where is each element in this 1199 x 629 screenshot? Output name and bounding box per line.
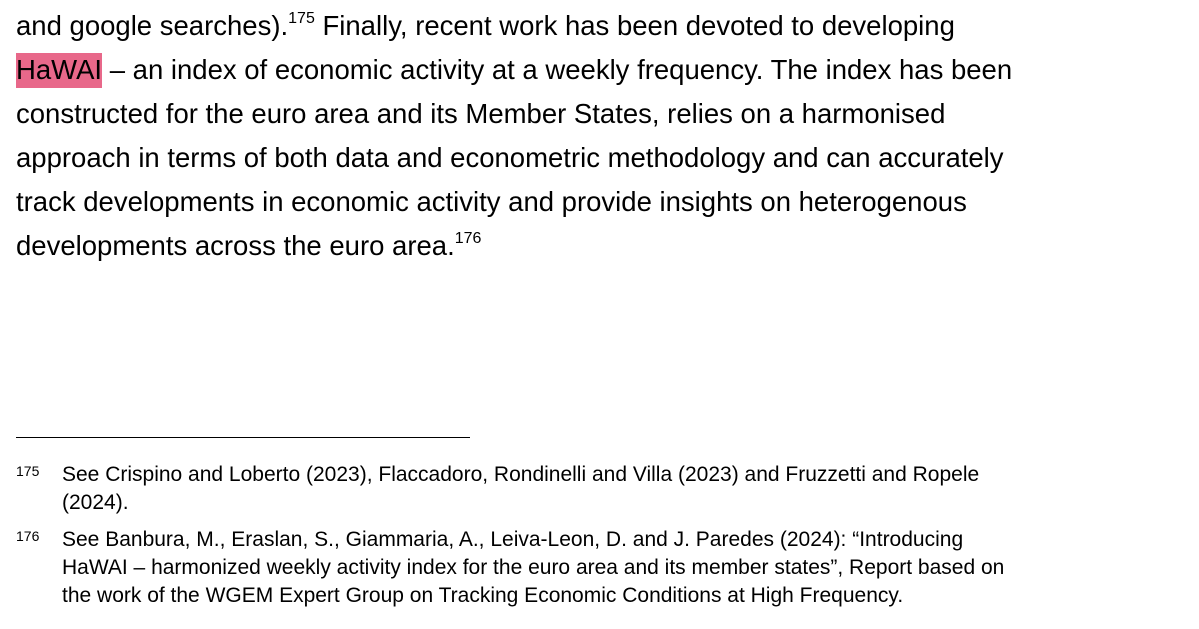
paragraph-text: track developments in economic activity and provide insights on heterogenous	[16, 186, 967, 217]
footnote-text	[62, 526, 1162, 610]
footnote-number: 175	[16, 463, 40, 479]
footnote-separator	[16, 437, 470, 438]
footnote-line: See Crispino and Loberto (2023), Flaccadoro, Rondinelli and Villa (2023) and Fruzzetti and Ropele	[62, 463, 980, 486]
paragraph-text: Finally, recent work has been devoted to developing	[314, 10, 955, 41]
footnote-line: the work of the WGEM Expert Group on Tracking Economic Conditions at High Frequency.	[62, 584, 904, 607]
footnote-line: See Banbura, M., Eraslan, S., Giammaria, A., Leiva-Leon, D. and J. Paredes (2024): “Introducing	[62, 528, 964, 551]
paragraph-text: developments across the euro area.	[16, 230, 455, 261]
footnote-reference-176[interactable]: 176	[454, 230, 482, 247]
paragraph-text: approach in terms of both data and econometric methodology and can accurately	[16, 142, 1004, 173]
paragraph-line	[16, 4, 955, 48]
footnote-number: 176	[16, 528, 40, 544]
paragraph-line	[16, 92, 945, 136]
paragraph-text: – an index of economic activity at a weekly frequency. The index has been	[102, 54, 1013, 85]
footnote-reference-175[interactable]: 175	[288, 10, 315, 27]
paragraph-line	[16, 136, 1004, 180]
footnote-line: HaWAI – harmonized weekly activity index for the euro area and its member states”, Report based on	[62, 556, 1005, 579]
footnote-line: (2024).	[62, 491, 129, 514]
paragraph-text: constructed for the euro area and its Member States, relies on a harmonised	[16, 98, 946, 129]
footnote-text	[62, 461, 1162, 517]
paragraph-text: and google searches).	[16, 10, 289, 41]
paragraph-line	[16, 224, 481, 268]
paragraph-line	[16, 180, 967, 224]
paragraph-line	[16, 48, 1012, 92]
highlighted-term[interactable]: HaWAI	[16, 53, 102, 88]
